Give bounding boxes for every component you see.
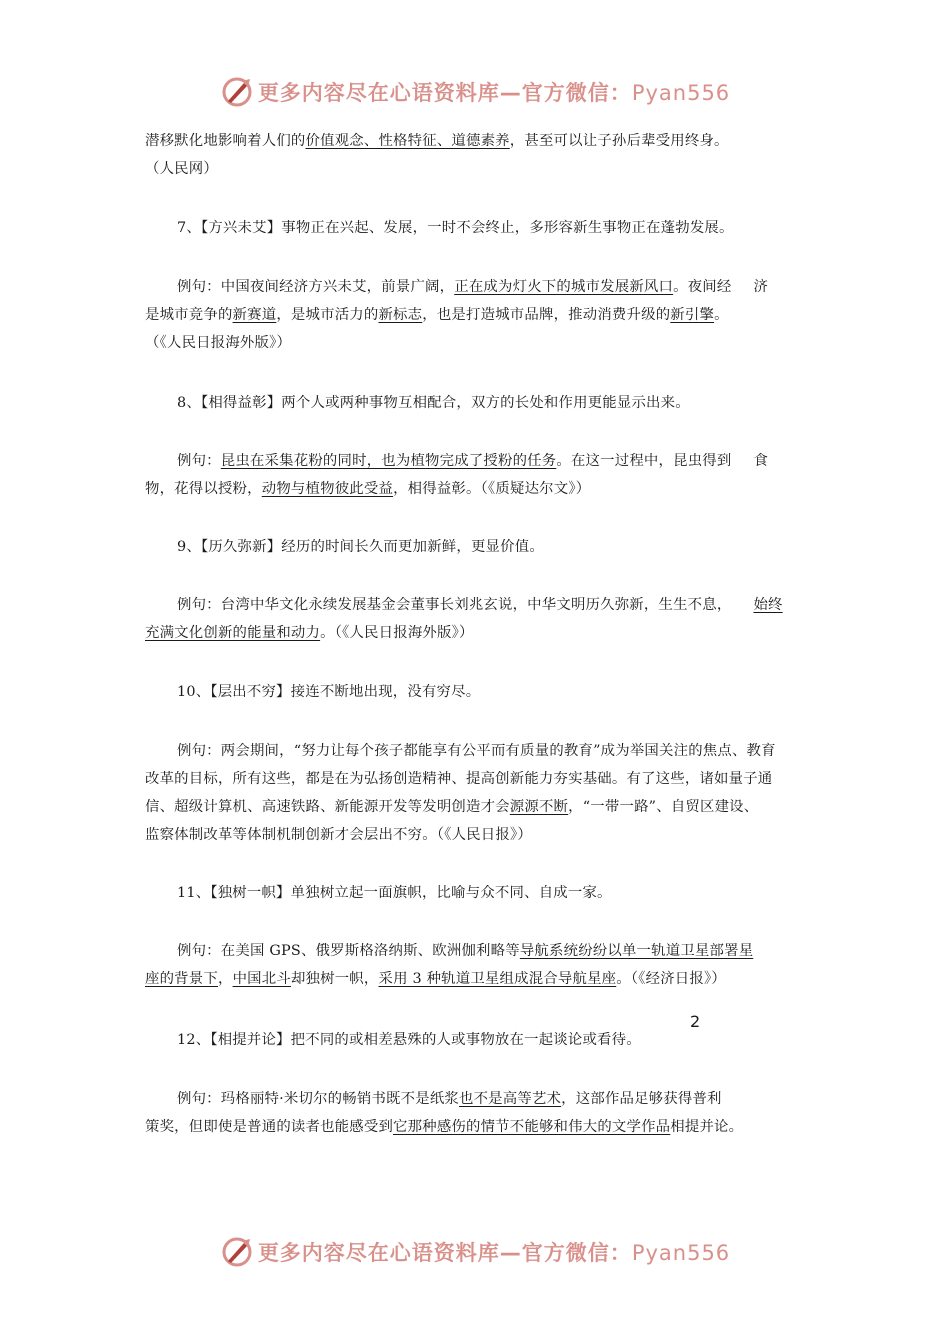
wechat-account: Pyan556 bbox=[631, 1241, 731, 1265]
example-line: 策奖，但即使是普通的读者也能感受到它那种感伤的情节不能够和伟大的文学作品相提并论。 bbox=[145, 1119, 744, 1135]
header-banner bbox=[0, 72, 950, 112]
source-citation: （人民网） bbox=[145, 161, 218, 177]
example-line: 例句：中国夜间经济方兴未艾，前景广阔，正在成为灯火下的城市发展新风口。夜间经 济 bbox=[177, 279, 769, 295]
example-line: 例句：两会期间，“努力让每个孩子都能享有公平而有质量的教育”成为举国关注的焦点、教育 bbox=[177, 743, 776, 759]
page-number: 2 bbox=[690, 1012, 701, 1031]
entry-title-11: 11、【独树一帜】单独树立起一面旗帜，比喻与众不同、自成一家。 bbox=[177, 885, 612, 901]
example-line: 改革的目标，所有这些，都是在为弘扬创造精神、提高创新能力夯实基础。有了这些，诸如量子通 bbox=[145, 771, 773, 787]
quill-logo-icon bbox=[220, 1235, 254, 1269]
entry-title-9: 9、【历久弥新】经历的时间长久而更加新鲜，更显价值。 bbox=[177, 539, 544, 555]
entry-title-7: 7、【方兴未艾】事物正在兴起、发展，一时不会终止，多形容新生事物正在蓬勃发展。 bbox=[177, 220, 734, 236]
example-line: 例句：玛格丽特·米切尔的畅销书既不是纸浆也不是高等艺术，这部作品足够获得普利 bbox=[177, 1091, 722, 1107]
example-line: 例句：台湾中华文化永续发展基金会董事长刘兆玄说，中华文明历久弥新，生生不息， 始终 bbox=[177, 597, 783, 613]
example-line: 充满文化创新的能量和动力。（《人民日报海外版》） bbox=[145, 625, 474, 641]
example-line: 是城市竞争的新赛道，是城市活力的新标志，也是打造城市品牌，推动消费升级的新引擎。 bbox=[145, 307, 729, 323]
wechat-account: Pyan556 bbox=[631, 81, 731, 105]
example-line: 信、超级计算机、高速铁路、新能源开发等发明创造才会源源不断，“一带一路”、自贸区建设、 bbox=[145, 799, 759, 815]
quill-logo-icon bbox=[220, 75, 254, 109]
example-line: 座的背景下，中国北斗却独树一帜，采用 3 种轨道卫星组成混合导航星座。（《经济日报》） bbox=[145, 971, 726, 987]
header-banner-text: 更多内容尽在心语资料库—官方微信：Pyan556 bbox=[257, 81, 731, 105]
source-citation: （《人民日报海外版》） bbox=[145, 335, 292, 351]
entry-title-10: 10、【层出不穷】接连不断地出现，没有穷尽。 bbox=[177, 684, 481, 700]
entry-title-8: 8、【相得益彰】两个人或两种事物互相配合，双方的长处和作用更能显示出来。 bbox=[177, 395, 690, 411]
text-line: 潜移默化地影响着人们的价值观念、性格特征、道德素养，甚至可以让子孙后辈受用终身。 bbox=[145, 133, 729, 149]
example-line: 例句：昆虫在采集花粉的同时，也为植物完成了授粉的任务。在这一过程中，昆虫得到 食 bbox=[177, 453, 769, 469]
footer-banner-text: 更多内容尽在心语资料库—官方微信：Pyan556 bbox=[257, 1241, 731, 1265]
example-line: 例句：在美国 GPS、俄罗斯格洛纳斯、欧洲伽利略等导航系统纷纷以单一轨道卫星部署星 bbox=[177, 943, 754, 959]
example-line: 监察体制改革等体制机制创新才会层出不穷。（《人民日报》） bbox=[145, 827, 532, 843]
example-line: 物，花得以授粉，动物与植物彼此受益，相得益彰。（《质疑达尔文》） bbox=[145, 481, 591, 497]
footer-banner bbox=[0, 1232, 950, 1272]
entry-title-12: 12、【相提并论】把不同的或相差悬殊的人或事物放在一起谈论或看待。 bbox=[177, 1032, 641, 1048]
